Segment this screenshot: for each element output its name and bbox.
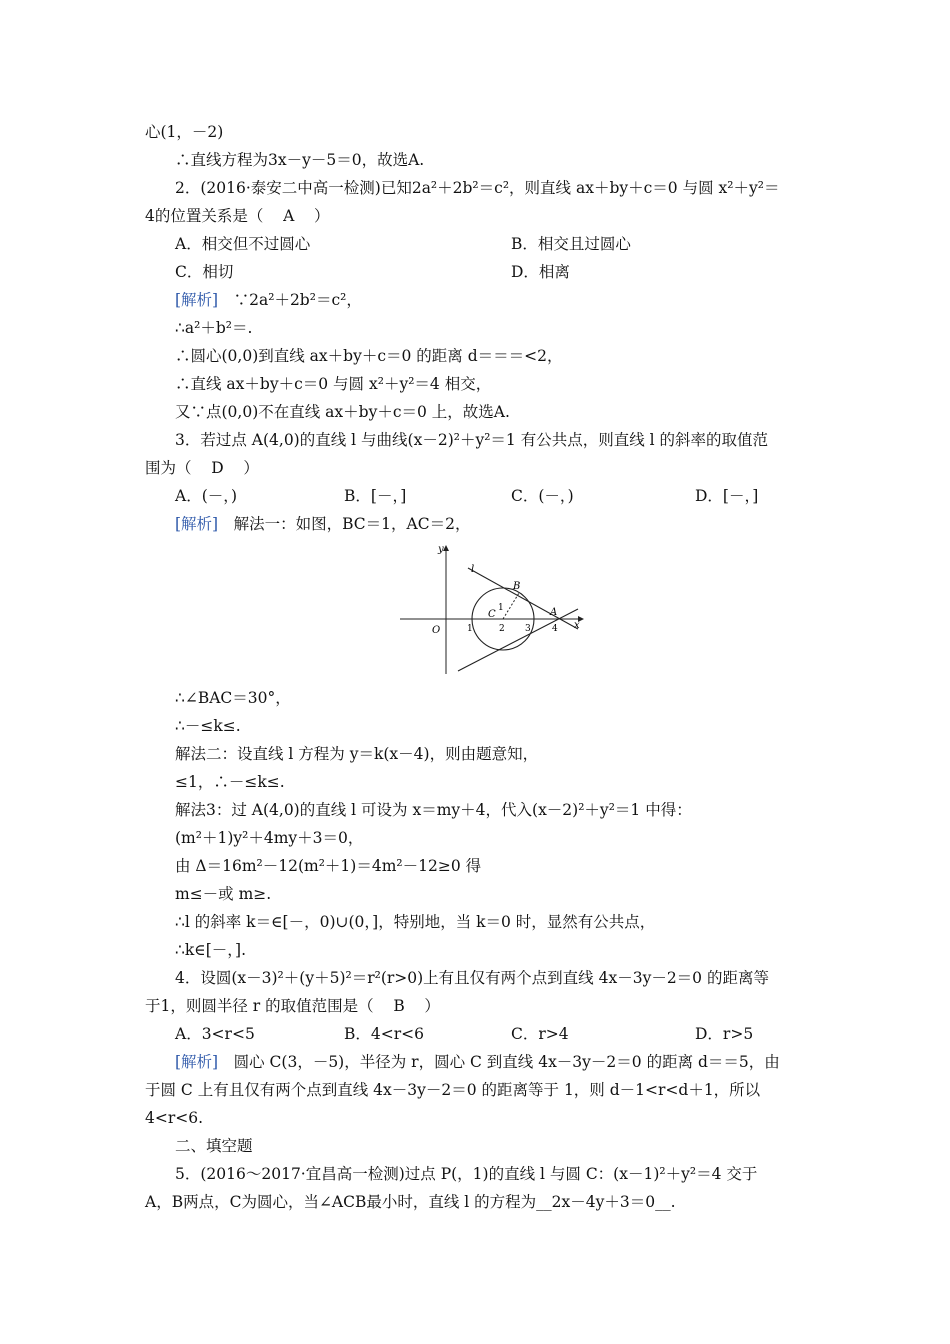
analysis-tag: [解析] — [175, 1053, 219, 1071]
q2-option-c: C．相切 — [175, 263, 234, 281]
line-02: ∴直线方程为3x－y－5＝0，故选A. — [175, 151, 425, 169]
line-13: ∴∠BAC＝30°， — [175, 689, 291, 707]
radius-cb — [503, 593, 519, 619]
tick-2: 2 — [499, 624, 505, 634]
line-27: 4<r<6. — [145, 1109, 204, 1127]
q3-analysis — [175, 514, 470, 534]
line-19: 由 Δ＝16m²－12(m²＋1)＝4m²－12≥0 得 — [175, 857, 482, 875]
line-07: ∴圆心(0,0)到直线 ax＋by＋c＝0 的距离 d＝＝＝<2， — [175, 347, 563, 365]
line-15: 解法二：设直线 l 方程为 y＝k(x－4)，则由题意知， — [175, 745, 539, 763]
analysis-text: ∵2a²＋2b²＝c²， — [233, 291, 362, 309]
analysis-text: 解法一：如图，BC＝1，AC＝2， — [233, 515, 471, 533]
line-20: m≤－或 m≥. — [175, 885, 272, 903]
q4-option-b: B．4<r<6 — [344, 1025, 424, 1043]
q4-analysis — [175, 1052, 780, 1072]
line-06: ∴a²＋b²＝. — [175, 319, 253, 337]
line-26: 于圆 C 上有且仅有两个点到直线 4x－3y－2＝0 的距离等于 1，则 d－1<r<d＋1，所以 — [145, 1081, 761, 1099]
line-01: 心(1，－2) — [145, 123, 224, 141]
line-08: ∴直线 ax＋by＋c＝0 与圆 x²＋y²＝4 相交， — [175, 375, 492, 393]
q3-option-b: B．[－，] — [344, 487, 407, 505]
section-heading-fill-in: 二、填空题 — [175, 1137, 253, 1155]
q4-option-d: D．r>5 — [695, 1025, 754, 1043]
question-2-stem-cont: 4的位置关系是（ A ） — [145, 207, 330, 225]
q3-option-c: C．(－，) — [511, 487, 574, 505]
question-4-stem-cont: 于1，则圆半径 r 的取值范围是（ B ） — [145, 997, 440, 1015]
line-17: 解法3：过 A(4,0)的直线 l 可设为 x＝my＋4，代入(x－2)²＋y²＝1 中得： — [175, 801, 692, 819]
tick-4: 4 — [552, 624, 558, 634]
line-22: ∴k∈[－，]. — [175, 941, 246, 959]
tangent-lower — [458, 609, 578, 671]
line-14: ∴－≤k≤. — [175, 717, 241, 735]
q4-option-c: C．r>4 — [511, 1025, 569, 1043]
question-5-stem: 5．(2016～2017·宜昌高一检测)过点 P(，1)的直线 l 与圆 C：(x－1)²＋y²＝4 交于 — [175, 1165, 758, 1183]
x-label: x — [574, 620, 580, 631]
line-l-label: l — [471, 564, 475, 575]
q2-option-d: D．相离 — [511, 263, 570, 281]
q2-option-a: A．相交但不过圆心 — [175, 235, 311, 253]
question-4-stem: 4．设圆(x－3)²＋(y＋5)²＝r²(r>0)上有且仅有两个点到直线 4x－3y－2＝0 的距离等 — [175, 969, 769, 987]
question-2-stem: 2．(2016·泰安二中高一检测)已知2a²＋2b²＝c²，则直线 ax＋by＋c＝0 与圆 x²＋y²＝ — [175, 179, 780, 197]
q2-analysis — [175, 290, 362, 310]
q4-option-a: A．3<r<5 — [175, 1025, 255, 1043]
radius-label: 1 — [498, 603, 504, 613]
analysis-text: 圆心 C(3，－5)，半径为 r，圆心 C 到直线 4x－3y－2＝0 的距离 d＝＝5，由 — [233, 1053, 780, 1071]
analysis-tag: [解析] — [175, 515, 219, 533]
y-label: y — [438, 544, 444, 555]
point-a-label: A — [550, 607, 558, 618]
circle-tangent-figure — [398, 540, 588, 676]
line-09: 又∵点(0,0)不在直线 ax＋by＋c＝0 上，故选A. — [175, 403, 510, 421]
point-b-label: B — [513, 581, 521, 592]
line-21: ∴l 的斜率 k＝∈[－，0)∪(0，]，特别地，当 k＝0 时，显然有公共点， — [175, 913, 656, 931]
line-18: (m²＋1)y²＋4my＋3＝0， — [175, 829, 364, 847]
tick-1: 1 — [467, 624, 473, 634]
tick-3: 3 — [525, 624, 531, 634]
analysis-tag: [解析] — [175, 291, 219, 309]
question-3-stem: 3．若过点 A(4,0)的直线 l 与曲线(x－2)²＋y²＝1 有公共点，则直线 l 的斜率的取值范 — [175, 431, 769, 449]
question-3-stem-cont: 围为（ D ） — [145, 459, 259, 477]
line-16: ≤1，∴－≤k≤. — [175, 773, 285, 791]
question-5-stem-cont: A，B两点，C为圆心，当∠ACB最小时，直线 l 的方程为__2x－4y＋3＝0__. — [145, 1193, 676, 1211]
tangent-upper — [468, 568, 578, 629]
q2-option-b: B．相交且过圆心 — [511, 235, 631, 253]
q3-option-d: D．[－，] — [695, 487, 759, 505]
point-c-label: C — [488, 609, 496, 620]
q3-option-a: A．(－，) — [175, 487, 238, 505]
origin-label: O — [432, 625, 441, 636]
